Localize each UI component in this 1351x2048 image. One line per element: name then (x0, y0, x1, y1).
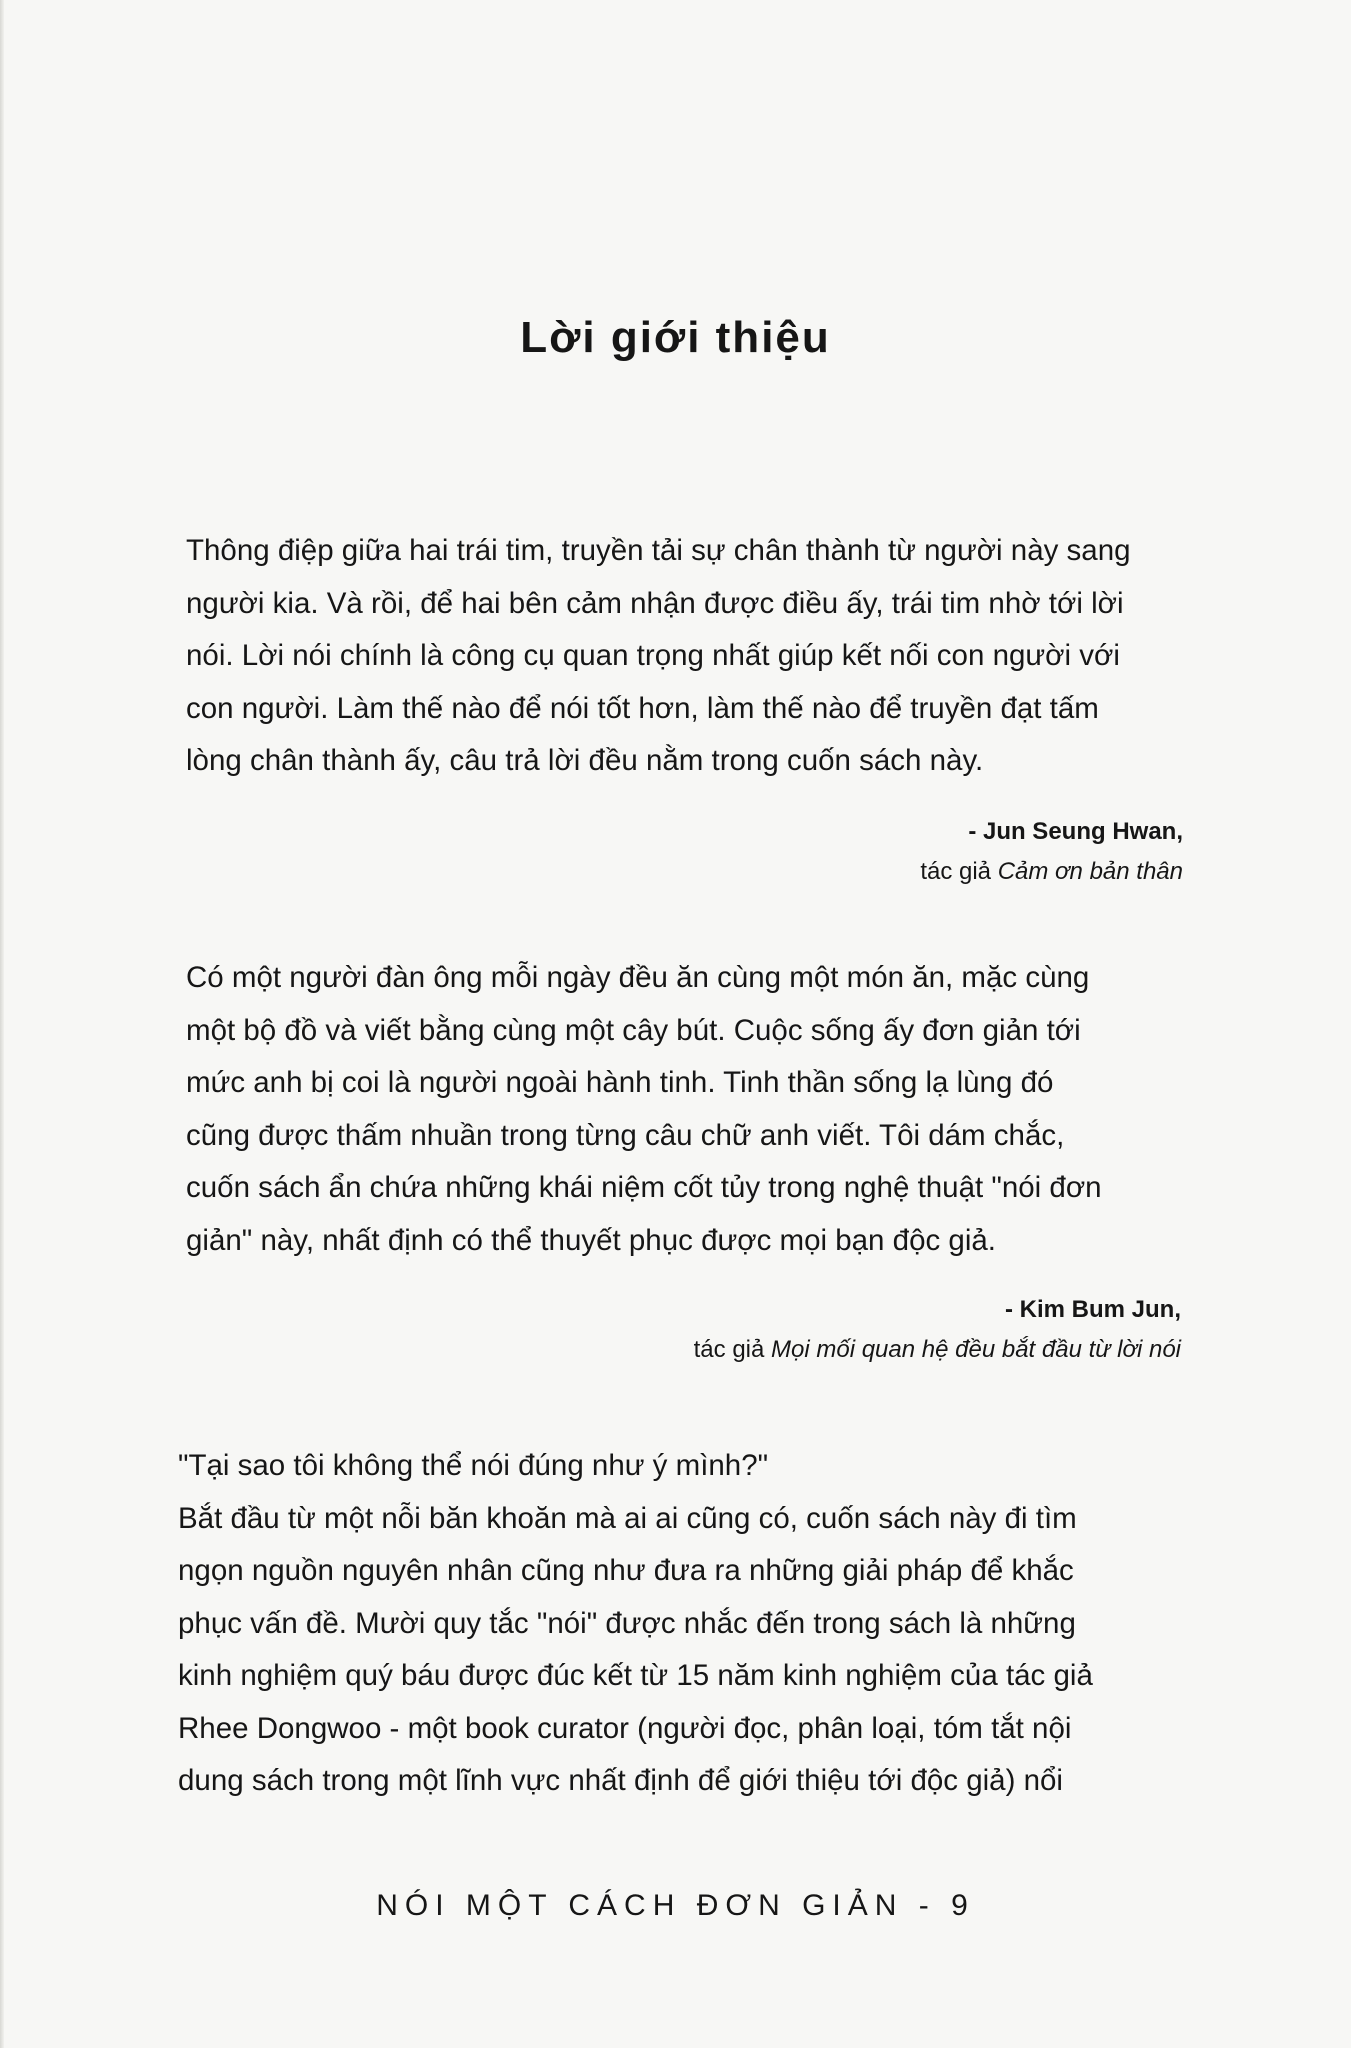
quote-2-line: giản" này, nhất định có thể thuyết phục được mọi bạn độc giả. (186, 1223, 996, 1257)
quote-1-line: nói. Lời nói chính là công cụ quan trọng nhất giúp kết nối con người với (186, 639, 1120, 672)
intro-line: Rhee Dongwoo - một book curator (người đọc, phân loại, tóm tắt nội (178, 1711, 1072, 1745)
quote-2-line: Có một người đàn ông mỗi ngày đều ăn cùng một món ăn, mặc cùng (186, 961, 1090, 994)
quote-2-line: mức anh bị coi là người ngoài hành tinh. Tinh thần sống lạ lùng đó (186, 1066, 1054, 1099)
intro-line: Bắt đầu từ một nỗi băn khoăn mà ai ai cũng có, cuốn sách này đi tìm (178, 1501, 1077, 1535)
quote-2-line: cuốn sách ẩn chứa những khái niệm cốt tủy trong nghệ thuật "nói đơn (186, 1171, 1102, 1204)
quote-1-attribution (920, 812, 1183, 892)
page-footer: NÓI MỘT CÁCH ĐƠN GIẢN - 9 (376, 1889, 975, 1922)
intro-line: "Tại sao tôi không thể nói đúng như ý mình?" (178, 1449, 769, 1482)
intro-line: phục vấn đề. Mười quy tắc "nói" được nhắc đến trong sách là những (178, 1606, 1076, 1640)
quote-1-line: con người. Làm thế nào để nói tốt hơn, làm thế nào để truyền đạt tấm (186, 691, 1099, 725)
quote-2-paragraph (186, 952, 1102, 1267)
quote-2-attribution (694, 1290, 1181, 1370)
quote-1-line: lòng chân thành ấy, câu trả lời đều nằm trong cuốn sách này. (186, 744, 984, 777)
quote-1-paragraph (186, 525, 1131, 788)
quote-2-line: cũng được thấm nhuần trong từng câu chữ anh viết. Tôi dám chắc, (186, 1118, 1065, 1152)
quote-2-role-prefix: tác giả (693, 1336, 765, 1363)
intro-paragraph (178, 1440, 1093, 1808)
quote-2-line: một bộ đồ và viết bằng cùng một cây bút. Cuộc sống ấy đơn giản tới (186, 1013, 1081, 1047)
quote-1-author: - Jun Seung Hwan, (968, 818, 1183, 845)
quote-1-role-prefix: tác giả (920, 858, 992, 885)
intro-line: ngọn nguồn nguyên nhân cũng như đưa ra những giải pháp để khắc (178, 1554, 1074, 1587)
quote-2-role (694, 1330, 1181, 1370)
quote-1-line: người kia. Và rồi, để hai bên cảm nhận được điều ấy, trái tim nhờ tới lời (186, 586, 1124, 620)
intro-line: kinh nghiệm quý báu được đúc kết từ 15 năm kinh nghiệm của tác giả (178, 1659, 1093, 1692)
quote-1-book-title: Cảm ơn bản thân (997, 858, 1183, 885)
quote-1-line: Thông điệp giữa hai trái tim, truyền tải sự chân thành từ người này sang (186, 534, 1131, 567)
page-title: Lời giới thiệu (520, 313, 831, 362)
quote-2-author: - Kim Bum Jun, (1004, 1296, 1181, 1323)
intro-line: dung sách trong một lĩnh vực nhất định để giới thiệu tới độc giả) nổi (178, 1764, 1063, 1797)
quote-2-book-title: Mọi mối quan hệ đều bắt đầu từ lời nói (771, 1336, 1181, 1363)
quote-1-role (920, 852, 1183, 892)
